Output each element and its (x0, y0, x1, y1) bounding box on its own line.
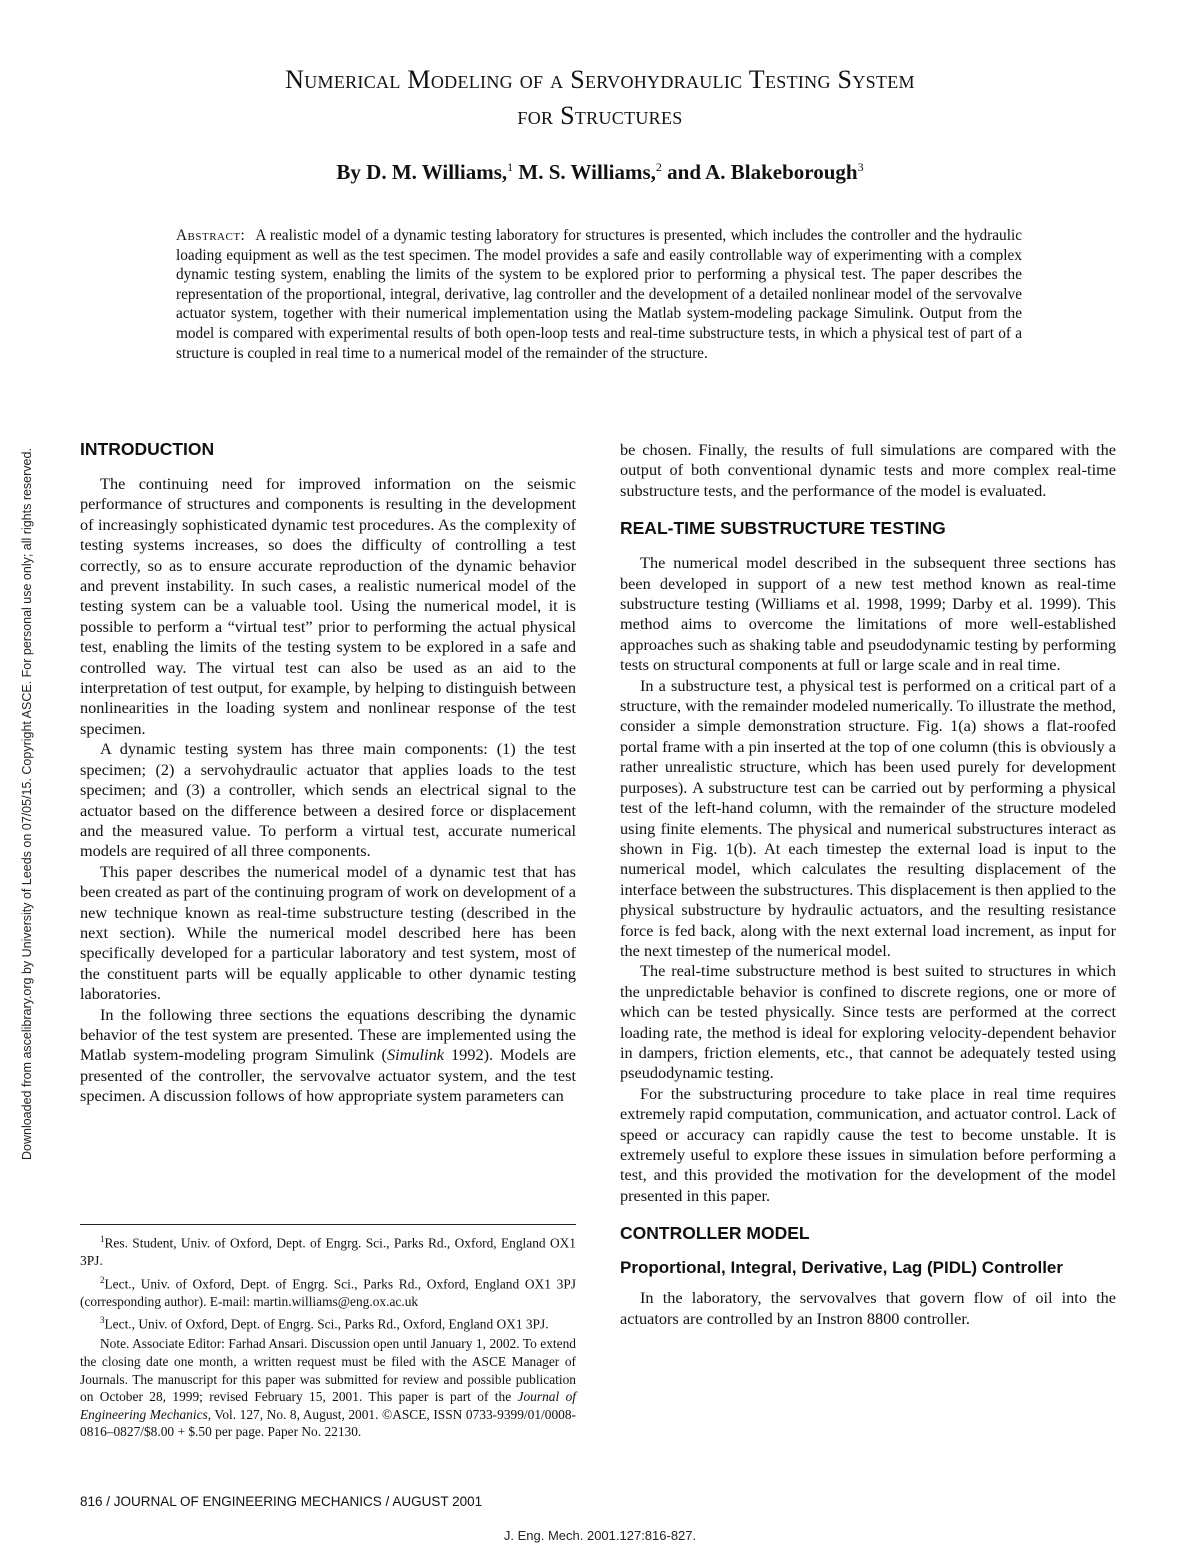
intro-p4-part-b: 1992). Models are presented of the controller, the servovalve actuator system, and the test specimen. A discussion follows of how appropriate system parameters can (80, 1045, 577, 1106)
author-2-footnote-mark: 2 (655, 160, 662, 174)
abstract-label: Abstract: (176, 227, 246, 244)
editorial-note-part-a: Note. Associate Editor: Farhad Ansari. Discussion open until January 1, 2002. To extend the closing date one month, a written request must be filed with the ASCE Manager of Journals. The manuscript for this paper was submitted for review and possible publication on October 28, 1999; revised February 15, 2001. This paper is part of the (80, 1336, 576, 1405)
footnote-3-mark: 3 (100, 1315, 105, 1326)
title-line-1: Numerical Modeling of a Servohydraulic Testing System (285, 65, 915, 94)
footnote-rule (80, 1224, 576, 1225)
title-line-2: for Structures (517, 101, 683, 130)
footnote-3-text: Lect., Univ. of Oxford, Dept. of Engrg. Sci., Parks Rd., Oxford, England OX1 3PJ. (104, 1316, 549, 1332)
intro-paragraph-4 (80, 1005, 576, 1107)
footnote-1-mark: 1 (100, 1234, 105, 1244)
footnote-1 (80, 1231, 576, 1270)
rt-paragraph-4: For the substructuring procedure to take place in real time requires extremely rapid computation, communication, and actuator control. Lack of speed or accuracy can rapidly cause the test to become unstable. It is extremely useful to explore these issues in simulation before performing a test, and this provided the motivation for the development of the model presented in this paper. (620, 1083, 1116, 1205)
editorial-note-part-b: , Vol. 127, No. 8, August, 2001. ©ASCE, ISSN 0733-9399/01/0008-0816–0827/$8.00 + $.50 per page. Paper No. 22130. (80, 1406, 576, 1440)
footnote-2-text: Lect., Univ. of Oxford, Dept. of Engrg. Sci., Parks Rd., Oxford, England OX1 3PJ (corresponding author). E-mail: martin.williams@eng.ox.ac.uk (80, 1276, 576, 1309)
citation-footer: J. Eng. Mech. 2001.127:816-827. (503, 1528, 697, 1543)
rt-paragraph-3: The real-time substructure method is best suited to structures in which the unpredictable behavior is confined to discrete regions, one or more of which can be tested physically. Since tests are performed at the correct loading rate, the method is ideal for exploring velocity-dependent behavior in dampers, friction elements, etc., that cannot be adequately tested using pseudodynamic testing. (620, 961, 1116, 1083)
left-column (80, 438, 576, 1107)
paper-title (80, 62, 1120, 134)
intro-continuation: be chosen. Finally, the results of full simulations are compared with the output of both conventional dynamic tests and more complex real-time substructure tests, and the performance of the model is evaluated. (620, 440, 1116, 500)
author-1-footnote-mark: 1 (507, 160, 514, 174)
intro-paragraph-3: This paper describes the numerical model of a dynamic test that has been created as part of the continuing program of work on development of a new technique known as real-time substructure testing (described in the next section). While the numerical model described here has been specifically developed for a particular laboratory and test system, most of the constituent parts will be equally applicable to other dynamic testing laboratories. (80, 861, 576, 1004)
subsection-heading-pidl: Proportional, Integral, Derivative, Lag (PIDL) Controller (620, 1258, 1064, 1278)
intro-p4-italic: Simulink (386, 1045, 444, 1065)
footnote-1-text: Res. Student, Univ. of Oxford, Dept. of Engrg. Sci., Parks Rd., Oxford, England OX1 3PJ. (80, 1235, 576, 1269)
rt-paragraph-2: In a substructure test, a physical test is performed on a critical part of a structure, with the remainder modeled numerically. To illustrate the method, consider a simple demonstration structure. Fig. 1(a) shows a flat-roofed portal frame with a pin inserted at the top of one column (this is obviously a rather unrealistic structure, which has been used purely for development purposes). A substructure test can be carried out by performing a physical test of the left-hand column, with the remainder of the structure modeled using finite elements. The physical and numerical substructures interact as shown in Fig. 1(b). At each timestep the external load is input to the numerical model, which calculates the resulting displacement of the interface between the substructures. This displacement is then applied to the physical substructure by hydraulic actuators, and the resulting resistance force is fed back, along with the next external load increment, as input for the next timestep of the numerical model. (620, 675, 1116, 960)
footnote-2 (80, 1272, 576, 1311)
intro-paragraph-1: The continuing need for improved information on the seismic performance of structures and components is resulting in the development of increasingly sophisticated dynamic test procedures. As the complexity of testing systems increases, so does the difficulty of controlling a test correctly, so as to ensure accurate reproduction of the dynamic behavior and prevent instability. In such cases, a realistic numerical model of the testing system can be a valuable tool. Using the numerical model, it is possible to perform a “virtual test” prior to performing the actual physical test, enabling the limits of the testing system to be explored in a safe and controlled way. The virtual test can also be used as an aid to the interpretation of test output, for example, by helping to distinguish between nonlinearities in the loading system and nonlinear response of the test specimen. (80, 474, 576, 738)
footnote-2-mark: 2 (100, 1274, 105, 1285)
section-heading-controller: CONTROLLER MODEL (620, 1223, 810, 1244)
editorial-note (80, 1335, 576, 1441)
author-1: By D. M. Williams, (336, 160, 508, 184)
right-column (620, 440, 1116, 1329)
abstract (176, 226, 1022, 363)
author-byline (80, 160, 1120, 185)
download-watermark: Downloaded from ascelibrary.org by University of Leeds on 07/05/15. Copyright ASCE. For personal use only; all rights reserved. (20, 448, 34, 1160)
abstract-text: A realistic model of a dynamic testing laboratory for structures is presented, which includes the controller and the hydraulic loading equipment as well as the test specimen. The model provides a safe and easily controllable way of experimenting with a complex dynamic testing system, enabling the limits of the system to be explored prior to performing a physical test. The paper describes the representation of the proportional, integral, derivative, lag controller and the development of a detailed nonlinear model of the servovalve actuator system, together with their numerical implementation using the Matlab system-modeling package Simulink. Output from the model is compared with experimental results of both open-loop tests and real-time substructure tests, in which a physical test of part of a structure is coupled in real time to a numerical model of the remainder of the structure. (176, 227, 1022, 362)
section-heading-introduction: INTRODUCTION (80, 439, 215, 459)
author-3: and A. Blakeborough (661, 160, 858, 184)
author-3-footnote-mark: 3 (857, 160, 864, 174)
section-heading-real-time: REAL-TIME SUBSTRUCTURE TESTING (620, 518, 946, 539)
controller-paragraph-1: In the laboratory, the servovalves that govern flow of oil into the actuators are controlled by an Instron 8800 controller. (620, 1288, 1116, 1328)
footnote-3 (80, 1312, 576, 1333)
author-2: M. S. Williams, (513, 160, 656, 184)
intro-paragraph-2: A dynamic testing system has three main components: (1) the test specimen; (2) a servohydraulic actuator that applies loads to the test specimen; and (3) a controller, which sends an electrical signal to the actuator based on the difference between a desired force or displacement and the measured value. To perform a virtual test, accurate numerical models are required of all three components. (80, 739, 576, 861)
footnotes (80, 1224, 576, 1443)
journal-name: Journal of Engineering Mechanics (80, 1389, 576, 1422)
rt-paragraph-1: The numerical model described in the subsequent three sections has been developed in support of a new test method known as real-time substructure testing (Williams et al. 1998, 1999; Darby et al. 1999). This method aims to overcome the limitations of more well-established approaches such as shaking table and pseudodynamic testing by performing tests on structural components at full or large scale and in real time. (620, 553, 1116, 675)
intro-p4-part-a: In the following three sections the equations describing the dynamic behavior of the test system are presented. These are implemented using the Matlab system-modeling program Simulink ( (80, 1004, 576, 1065)
page-footer: 816 / JOURNAL OF ENGINEERING MECHANICS / AUGUST 2001 (80, 1494, 483, 1509)
